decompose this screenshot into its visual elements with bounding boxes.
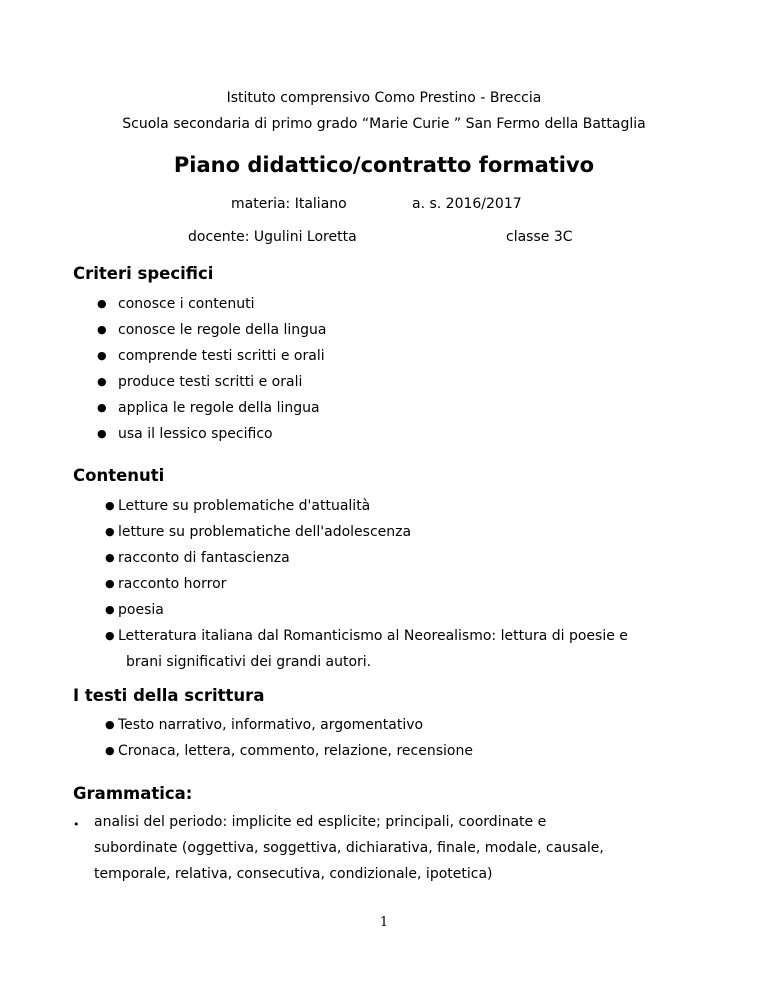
- document-title: Piano didattico/contratto formativo: [173, 153, 595, 177]
- list-item: ● conosce le regole della lingua: [118, 317, 326, 343]
- page-number: 1: [379, 915, 389, 930]
- contenuti-heading: Contenuti: [73, 466, 165, 485]
- bullet-icon: ●: [97, 375, 107, 388]
- bullet-icon: ●: [105, 744, 115, 757]
- bullet-icon: ●: [97, 349, 107, 362]
- grammatica-line: subordinate (oggettiva, soggettiva, dichiarativa, finale, modale, causale,: [94, 840, 604, 856]
- bullet-icon: ●: [105, 525, 115, 538]
- list-item: ● racconto horror: [118, 571, 628, 597]
- institute-name: Istituto comprensivo Como Prestino - Breccia: [226, 90, 542, 106]
- bullet-icon: •: [73, 818, 80, 831]
- bullet-icon: ●: [105, 718, 115, 731]
- list-item: ● Testo narrativo, informativo, argomentativo: [118, 712, 473, 738]
- criteri-heading: Criteri specifici: [73, 264, 214, 283]
- list-item: ● poesia: [118, 597, 628, 623]
- scrittura-heading: I testi della scrittura: [73, 686, 265, 705]
- bullet-icon: ●: [105, 603, 115, 616]
- grammatica-paragraph: [94, 809, 604, 887]
- list-item: ● comprende testi scritti e orali: [118, 343, 326, 369]
- bullet-icon: ●: [105, 629, 115, 642]
- criteri-list: [97, 291, 327, 447]
- list-item: ● letture su problematiche dell'adolescenza: [118, 519, 628, 545]
- list-item: ● racconto di fantascienza: [118, 545, 628, 571]
- bullet-icon: ●: [97, 297, 107, 310]
- school-name: Scuola secondaria di primo grado “Marie Curie ” San Fermo della Battaglia: [122, 116, 646, 132]
- grammatica-heading: Grammatica:: [73, 784, 193, 803]
- school-year-label: a. s. 2016/2017: [412, 196, 522, 212]
- list-item: ● conosce i contenuti: [118, 291, 326, 317]
- list-item: ● Letteratura italiana dal Romanticismo al Neorealismo: lettura di poesie e: [118, 623, 628, 649]
- list-item: ● Cronaca, lettera, commento, relazione, recensione: [118, 738, 473, 764]
- bullet-icon: ●: [105, 499, 115, 512]
- grammatica-line: analisi del periodo: implicite ed esplicite; principali, coordinate e: [94, 814, 547, 830]
- teacher-label: docente: Ugulini Loretta: [188, 229, 357, 245]
- bullet-icon: ●: [97, 323, 107, 336]
- list-item: ● applica le regole della lingua: [118, 395, 326, 421]
- grammatica-line: temporale, relativa, consecutiva, condizionale, ipotetica): [94, 866, 493, 882]
- list-item: ● usa il lessico specifico: [118, 421, 326, 447]
- list-item: ● produce testi scritti e orali: [118, 369, 326, 395]
- bullet-icon: ●: [97, 427, 107, 440]
- class-label: classe 3C: [506, 229, 573, 245]
- scrittura-list: [105, 712, 473, 764]
- contenuti-list: [105, 493, 628, 649]
- subject-label: materia: Italiano: [231, 196, 347, 212]
- list-item: ● Letture su problematiche d'attualità: [118, 493, 628, 519]
- bullet-icon: ●: [105, 577, 115, 590]
- bullet-icon: ●: [105, 551, 115, 564]
- bullet-icon: ●: [97, 401, 107, 414]
- contenuti-continuation: brani significativi dei grandi autori.: [126, 654, 372, 670]
